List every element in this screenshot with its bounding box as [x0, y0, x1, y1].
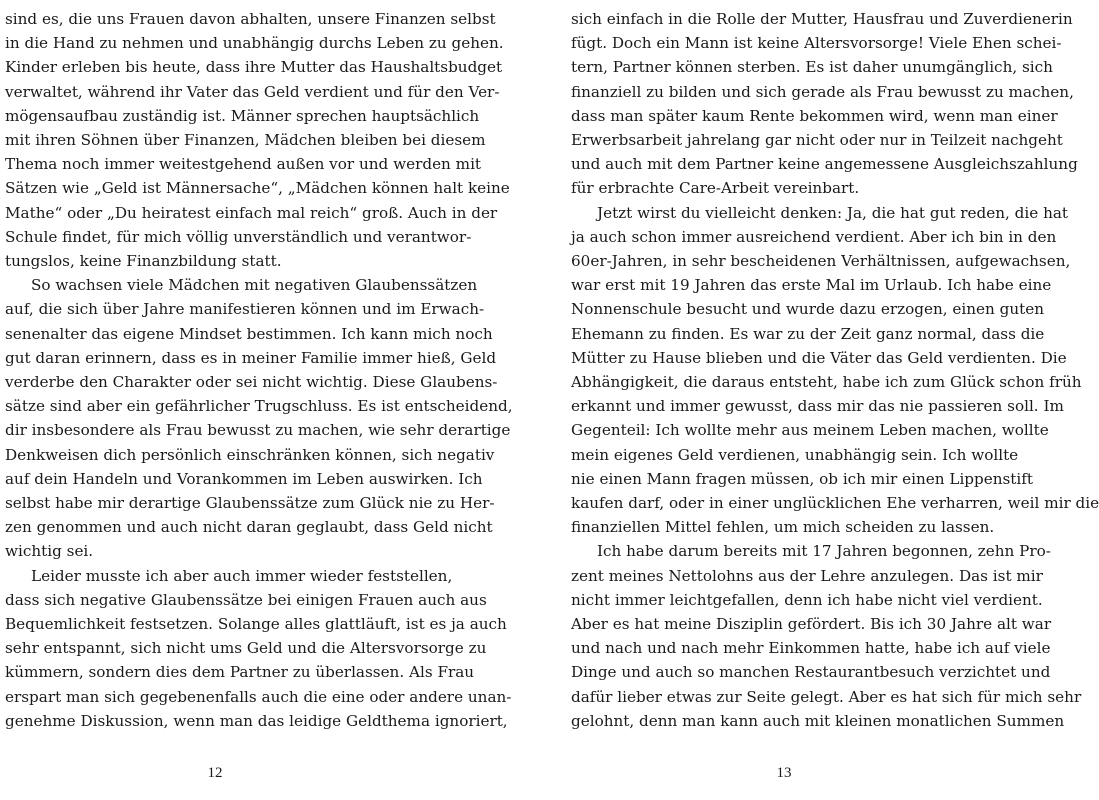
text-line: kaufen darf, oder in einer unglücklichen Ehe verharren, weil mir die: [571, 494, 1099, 512]
text-line: sind es, die uns Frauen davon abhalten, unsere Finanzen selbst: [5, 10, 496, 28]
text-line: in die Hand zu nehmen und unabhängig durchs Leben zu gehen.: [5, 34, 504, 53]
text-line: mit ihren Söhnen über Finanzen, Mädchen bleiben bei diesem: [5, 131, 486, 149]
text-line: gelohnt, denn man kann auch mit kleinen monatlichen Summen: [571, 711, 1065, 730]
text-line: Denkweisen dich persönlich einschränken können, sich negativ: [5, 445, 495, 464]
left-page-number: 12: [207, 765, 223, 781]
text-line: Nonnenschule besucht und wurde dazu erzogen, einen guten: [571, 300, 1045, 319]
text-line: nicht immer leichtgefallen, denn ich habe nicht viel verdient.: [571, 590, 1043, 609]
text-line: Schule findet, für mich völlig unverständlich und verantwor-: [5, 227, 472, 246]
text-line: 60er-Jahren, in sehr bescheidenen Verhältnissen, aufgewachsen,: [571, 252, 1071, 270]
text-line: erkannt und immer gewusst, dass mir das nie passieren soll. Im: [571, 397, 1064, 416]
text-line: verwaltet, während ihr Vater das Geld verdient und für den Ver-: [5, 82, 500, 101]
text-line: Thema noch immer weitestgehend außen vor und werden mit: [5, 155, 482, 174]
right-page-number: 13: [776, 765, 792, 781]
text-line: gut daran erinnern, dass es in meiner Familie immer hieß, Geld: [5, 348, 497, 367]
text-line: Mütter zu Hause blieben und die Väter das Geld verdienten. Die: [571, 348, 1067, 367]
text-line: erspart man sich gegebenenfalls auch die eine oder andere unan-: [5, 687, 512, 706]
text-line: verderbe den Charakter oder sei nicht wichtig. Diese Glaubens-: [5, 373, 498, 391]
text-line: Erwerbsarbeit jahrelang gar nicht oder nur in Teilzeit nachgeht: [571, 131, 1063, 149]
text-line: war erst mit 19 Jahren das erste Mal im Urlaub. Ich habe eine: [571, 276, 1052, 295]
text-line: sätze sind aber ein gefährlicher Trugschluss. Es ist entscheidend,: [5, 397, 513, 416]
text-line: Ich habe darum bereits mit 17 Jahren begonnen, zehn Pro-: [597, 542, 1051, 561]
text-line: fügt. Doch ein Mann ist keine Altersvorsorge! Viele Ehen schei-: [571, 34, 1062, 53]
text-line: auf dein Handeln und Vorankommen im Leben auswirken. Ich: [5, 469, 483, 488]
text-line: Ehemann zu finden. Es war zu der Zeit ganz normal, dass die: [571, 324, 1045, 343]
text-line: sich einfach in die Rolle der Mutter, Hausfrau und Zuverdienerin: [571, 10, 1073, 28]
text-line: finanziell zu bilden und sich gerade als Frau bewusst zu machen,: [571, 82, 1074, 101]
text-line: mein eigenes Geld verdienen, unabhängig sein. Ich wollte: [571, 445, 1019, 464]
text-line: Jetzt wirst du vielleicht denken: Ja, die hat gut reden, die hat: [597, 203, 1069, 222]
text-line: sehr entspannt, sich nicht ums Geld und die Altersvorsorge zu: [5, 639, 487, 658]
text-line: selbst habe mir derartige Glaubenssätze zum Glück nie zu Her-: [5, 494, 495, 512]
text-line: dir insbesondere als Frau bewusst zu machen, wie sehr derartige: [5, 421, 511, 440]
text-line: wichtig sei.: [5, 542, 94, 561]
text-line: genehme Diskussion, wenn man das leidige Geldthema ignoriert,: [5, 711, 508, 730]
text-line: tern, Partner können sterben. Es ist daher unumgänglich, sich: [571, 58, 1053, 77]
text-line: Abhängigkeit, die daraus entsteht, habe ich zum Glück schon früh: [571, 373, 1082, 391]
text-line: tungslos, keine Finanzbildung statt.: [5, 252, 282, 270]
text-line: senenalter das eigene Mindset bestimmen. Ich kann mich noch: [5, 324, 493, 343]
text-line: dass sich negative Glaubenssätze bei einigen Frauen auch aus: [5, 590, 487, 609]
text-line: dafür lieber etwas zur Seite gelegt. Aber es hat sich für mich sehr: [571, 687, 1082, 706]
text-line: und auch mit dem Partner keine angemessene Ausgleichszahlung: [571, 155, 1078, 174]
text-line: finanziellen Mittel fehlen, um mich scheiden zu lassen.: [571, 518, 995, 537]
text-line: nie einen Mann fragen müssen, ob ich mir einen Lippenstift: [571, 469, 1033, 488]
text-line: Dinge und auch so manchen Restaurantbesuch verzichtet und: [571, 663, 1051, 682]
text-line: dass man später kaum Rente bekommen wird, wenn man einer: [571, 106, 1058, 125]
text-line: Leider musste ich aber auch immer wieder feststellen,: [31, 566, 453, 585]
text-line: Sätzen wie „Geld ist Männersache“, „Mädchen können halt keine: [5, 179, 510, 198]
text-line: Bequemlichkeit festsetzen. Solange alles glattläuft, ist es ja auch: [5, 615, 507, 633]
text-line: kümmern, sondern dies dem Partner zu überlassen. Als Frau: [5, 663, 475, 682]
text-line: für erbrachte Care-Arbeit vereinbart.: [571, 179, 860, 198]
text-line: zent meines Nettolohns aus der Lehre anzulegen. Das ist mir: [571, 566, 1043, 585]
text-line: mögensaufbau zuständig ist. Männer sprechen hauptsächlich: [5, 106, 480, 125]
text-line: Mathe“ oder „Du heiratest einfach mal reich“ groß. Auch in der: [5, 203, 498, 222]
text-line: ja auch schon immer ausreichend verdient. Aber ich bin in den: [571, 227, 1057, 246]
text-line: zen genommen und auch nicht daran geglaubt, dass Geld nicht: [5, 518, 493, 537]
text-line: auf, die sich über Jahre manifestieren können und im Erwach-: [5, 300, 485, 319]
text-line: So wachsen viele Mädchen mit negativen Glaubenssätzen: [31, 276, 478, 295]
text-line: Gegenteil: Ich wollte mehr aus meinem Leben machen, wollte: [571, 421, 1049, 440]
text-line: Aber es hat meine Disziplin gefördert. Bis ich 30 Jahre alt war: [571, 615, 1052, 633]
text-line: und nach und nach mehr Einkommen hatte, habe ich auf viele: [571, 639, 1051, 658]
text-line: Kinder erleben bis heute, dass ihre Mutter das Haushaltsbudget: [5, 58, 503, 77]
